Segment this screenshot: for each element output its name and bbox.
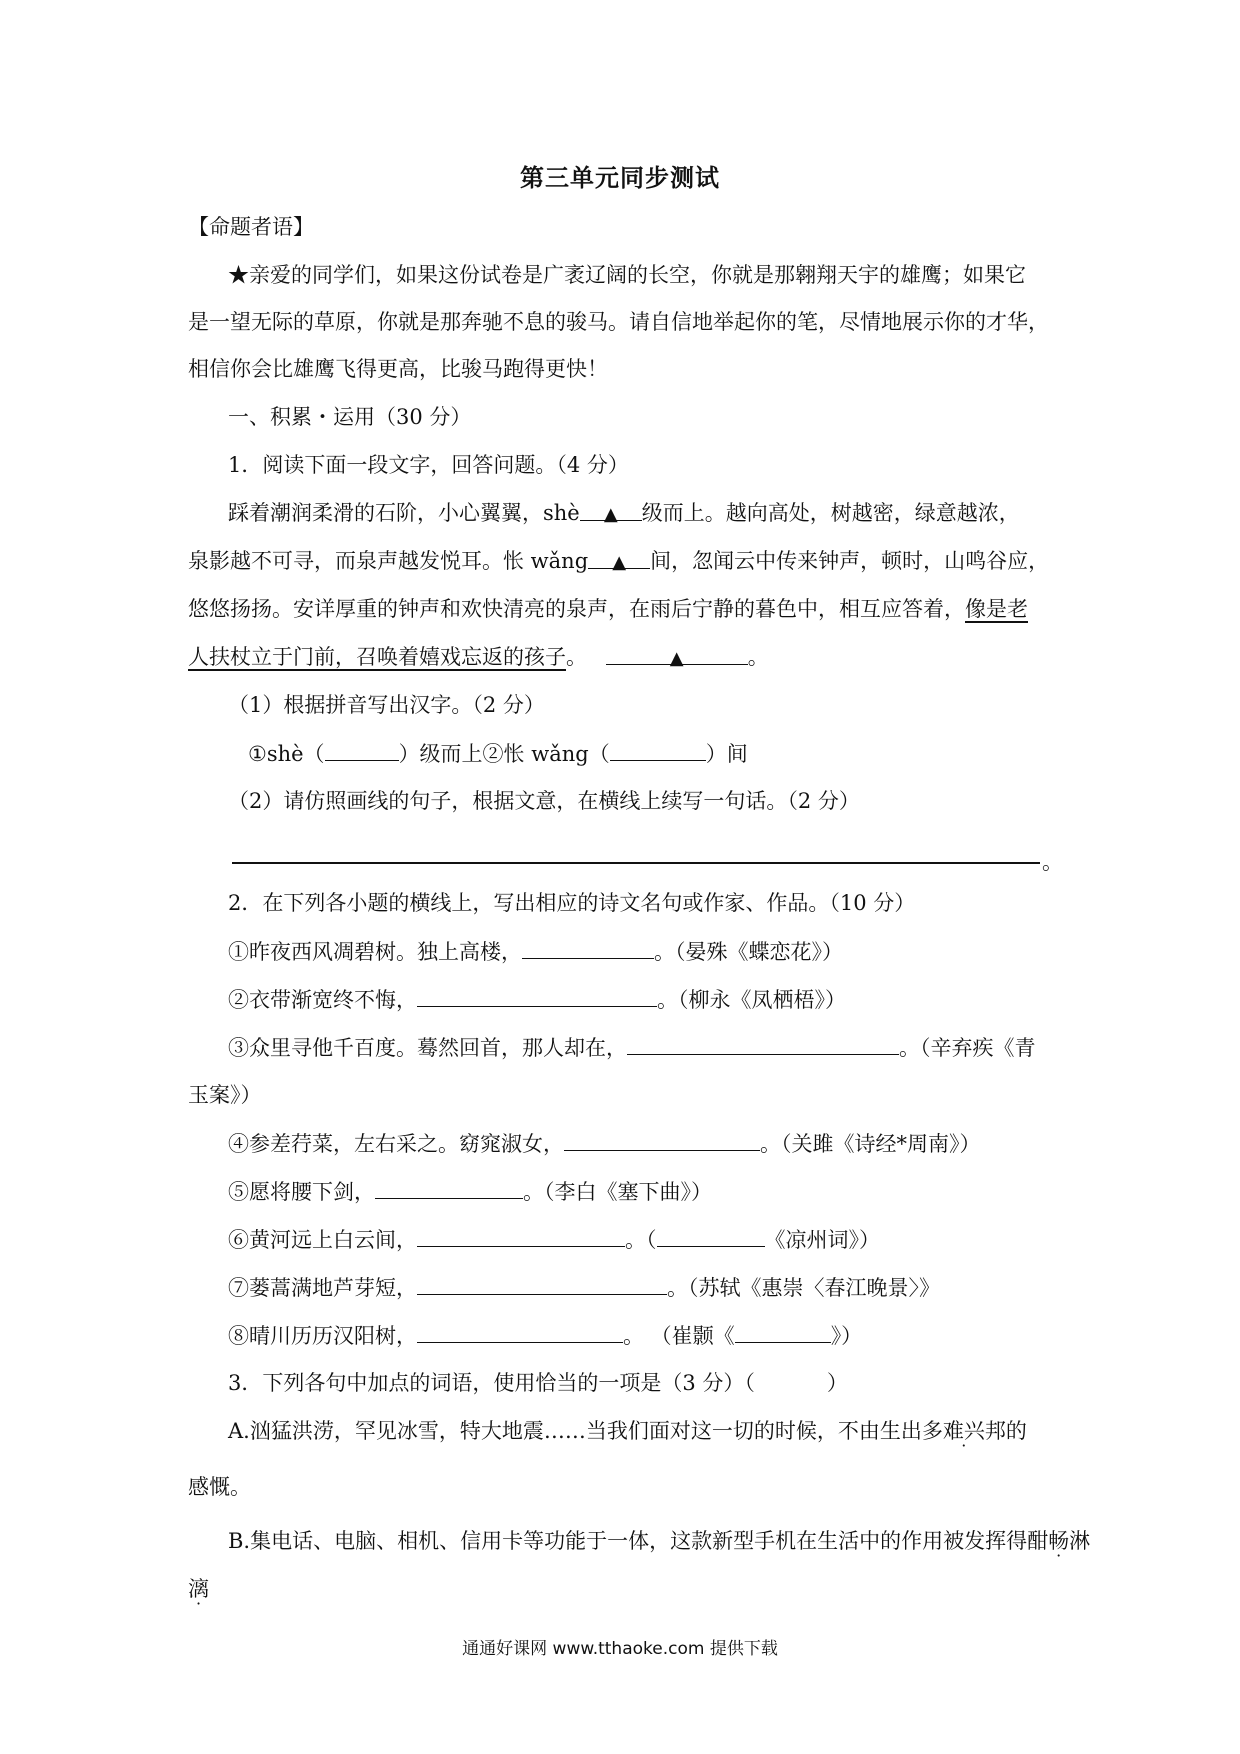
poem-item-1: ①昨夜西风凋碧树。独上高楼， 。（晏殊《蝶恋花》）	[228, 936, 843, 967]
answer-blank-she[interactable]	[325, 738, 399, 761]
answer-blank-title[interactable]	[735, 1320, 831, 1343]
option-a-line-1: A.汹猛洪涝，罕见冰雪，特大地震……当我们面对这一切的时候，不由生出多难兴邦的	[228, 1419, 1027, 1443]
section-heading: 一、积累・运用（30 分）	[228, 405, 472, 429]
poem-item-8: ⑧晴川历历汉阳树， 。 （崔颢《 》）	[228, 1320, 862, 1351]
answer-blank[interactable]	[564, 1128, 760, 1151]
question-3-stem: 3．下列各句中加点的词语，使用恰当的一项是（3 分）（ ）	[228, 1371, 848, 1395]
underlined-sentence: 像是老	[965, 597, 1028, 621]
passage-line-4: 人扶杖立于门前，召唤着嬉戏忘返的孩子。 ▲ 。	[188, 642, 769, 672]
footer-credit: 通通好课网 www.tthaoke.com 提供下载	[462, 1639, 778, 1659]
passage-line-1: 踩着潮润柔滑的石阶，小心翼翼，shè ▲ 级而上。越向高处，树越密，绿意越浓，	[228, 498, 1020, 528]
poem-item-3-continued: 玉案》）	[188, 1083, 262, 1107]
answer-blank[interactable]	[417, 1320, 623, 1343]
answer-period: 。	[1042, 850, 1063, 874]
dotted-phrase: 多难兴邦	[921, 1419, 1006, 1443]
poem-item-2: ②衣带渐宽终不悔， 。（柳永《凤栖梧》）	[228, 984, 846, 1015]
answer-blank[interactable]	[375, 1176, 523, 1199]
answer-blank-author[interactable]	[657, 1224, 765, 1247]
preface-line-2: 是一望无际的草原，你就是那奔驰不息的骏马。请自信地举起你的笔，尽情地展示你的才华，	[188, 310, 1049, 334]
option-b-line-2	[188, 1574, 209, 1604]
option-a-line-2: 感慨。	[188, 1475, 251, 1499]
preface-line-1: ★亲爱的同学们，如果这份试卷是广袤辽阔的长空，你就是那翱翔天宇的雄鹰；如果它	[228, 263, 1026, 287]
dotted-phrase: 酣畅淋	[1027, 1529, 1091, 1553]
option-b-line-1: B.集电话、电脑、相机、信用卡等功能于一体，这款新型手机在生活中的作用被发挥得酣畅淋	[228, 1529, 1091, 1553]
sub-question-1-answers: ①shè（ ）级而上②怅 wǎng（ ）间	[248, 738, 748, 769]
poem-item-6: ⑥黄河远上白云间， 。（ 《凉州词》）	[228, 1224, 880, 1255]
passage-line-2: 泉影越不可寻，而泉声越发悦耳。怅 wǎng ▲ 间，忽闻云中传来钟声，顿时，山鸣谷应，	[188, 546, 1049, 576]
passage-line-3: 悠悠扬扬。安详厚重的钟声和欢快清亮的泉声，在雨后宁静的暮色中，相互应答着，像是老	[188, 597, 1028, 621]
sub-question-1: （1）根据拼音写出汉字。（2 分）	[228, 693, 545, 717]
sub-question-2: （2）请仿照画线的句子，根据文意，在横线上续写一句话。（2 分）	[228, 789, 860, 813]
question-2-stem: 2．在下列各小题的横线上，写出相应的诗文名句或作家、作品。（10 分）	[228, 891, 916, 915]
answer-line[interactable]	[232, 862, 1040, 864]
fill-blank[interactable]: ▲	[580, 498, 642, 521]
poem-item-3: ③众里寻他千百度。蓦然回首，那人却在， 。（辛弃疾《青	[228, 1032, 1036, 1063]
preface-line-3: 相信你会比雄鹰飞得更高，比骏马跑得更快！	[188, 357, 608, 381]
answer-blank[interactable]	[417, 1224, 625, 1247]
answer-blank[interactable]	[627, 1032, 899, 1055]
dotted-phrase: 漓	[188, 1577, 209, 1601]
answer-blank[interactable]	[417, 1272, 667, 1295]
poem-item-7: ⑦蒌蒿满地芦芽短， 。（苏轼《惠崇〈春江晚景〉》	[228, 1272, 940, 1303]
preface-heading: 【命题者语】	[188, 215, 314, 239]
poem-item-5: ⑤愿将腰下剑， 。（李白《塞下曲》）	[228, 1176, 712, 1207]
page-title: 第三单元同步测试	[520, 164, 720, 192]
question-1-stem: 1．阅读下面一段文字，回答问题。（4 分）	[228, 453, 629, 477]
poem-item-4: ④参差荇菜，左右采之。窈窕淑女， 。（关雎《诗经*周南》）	[228, 1128, 981, 1159]
fill-blank[interactable]: ▲	[606, 642, 748, 665]
answer-blank[interactable]	[522, 936, 654, 959]
answer-blank-wang[interactable]	[610, 738, 706, 761]
answer-blank[interactable]	[417, 984, 657, 1007]
fill-blank[interactable]: ▲	[588, 546, 650, 569]
underlined-sentence: 人扶杖立于门前，召唤着嬉戏忘返的孩子	[188, 645, 566, 669]
